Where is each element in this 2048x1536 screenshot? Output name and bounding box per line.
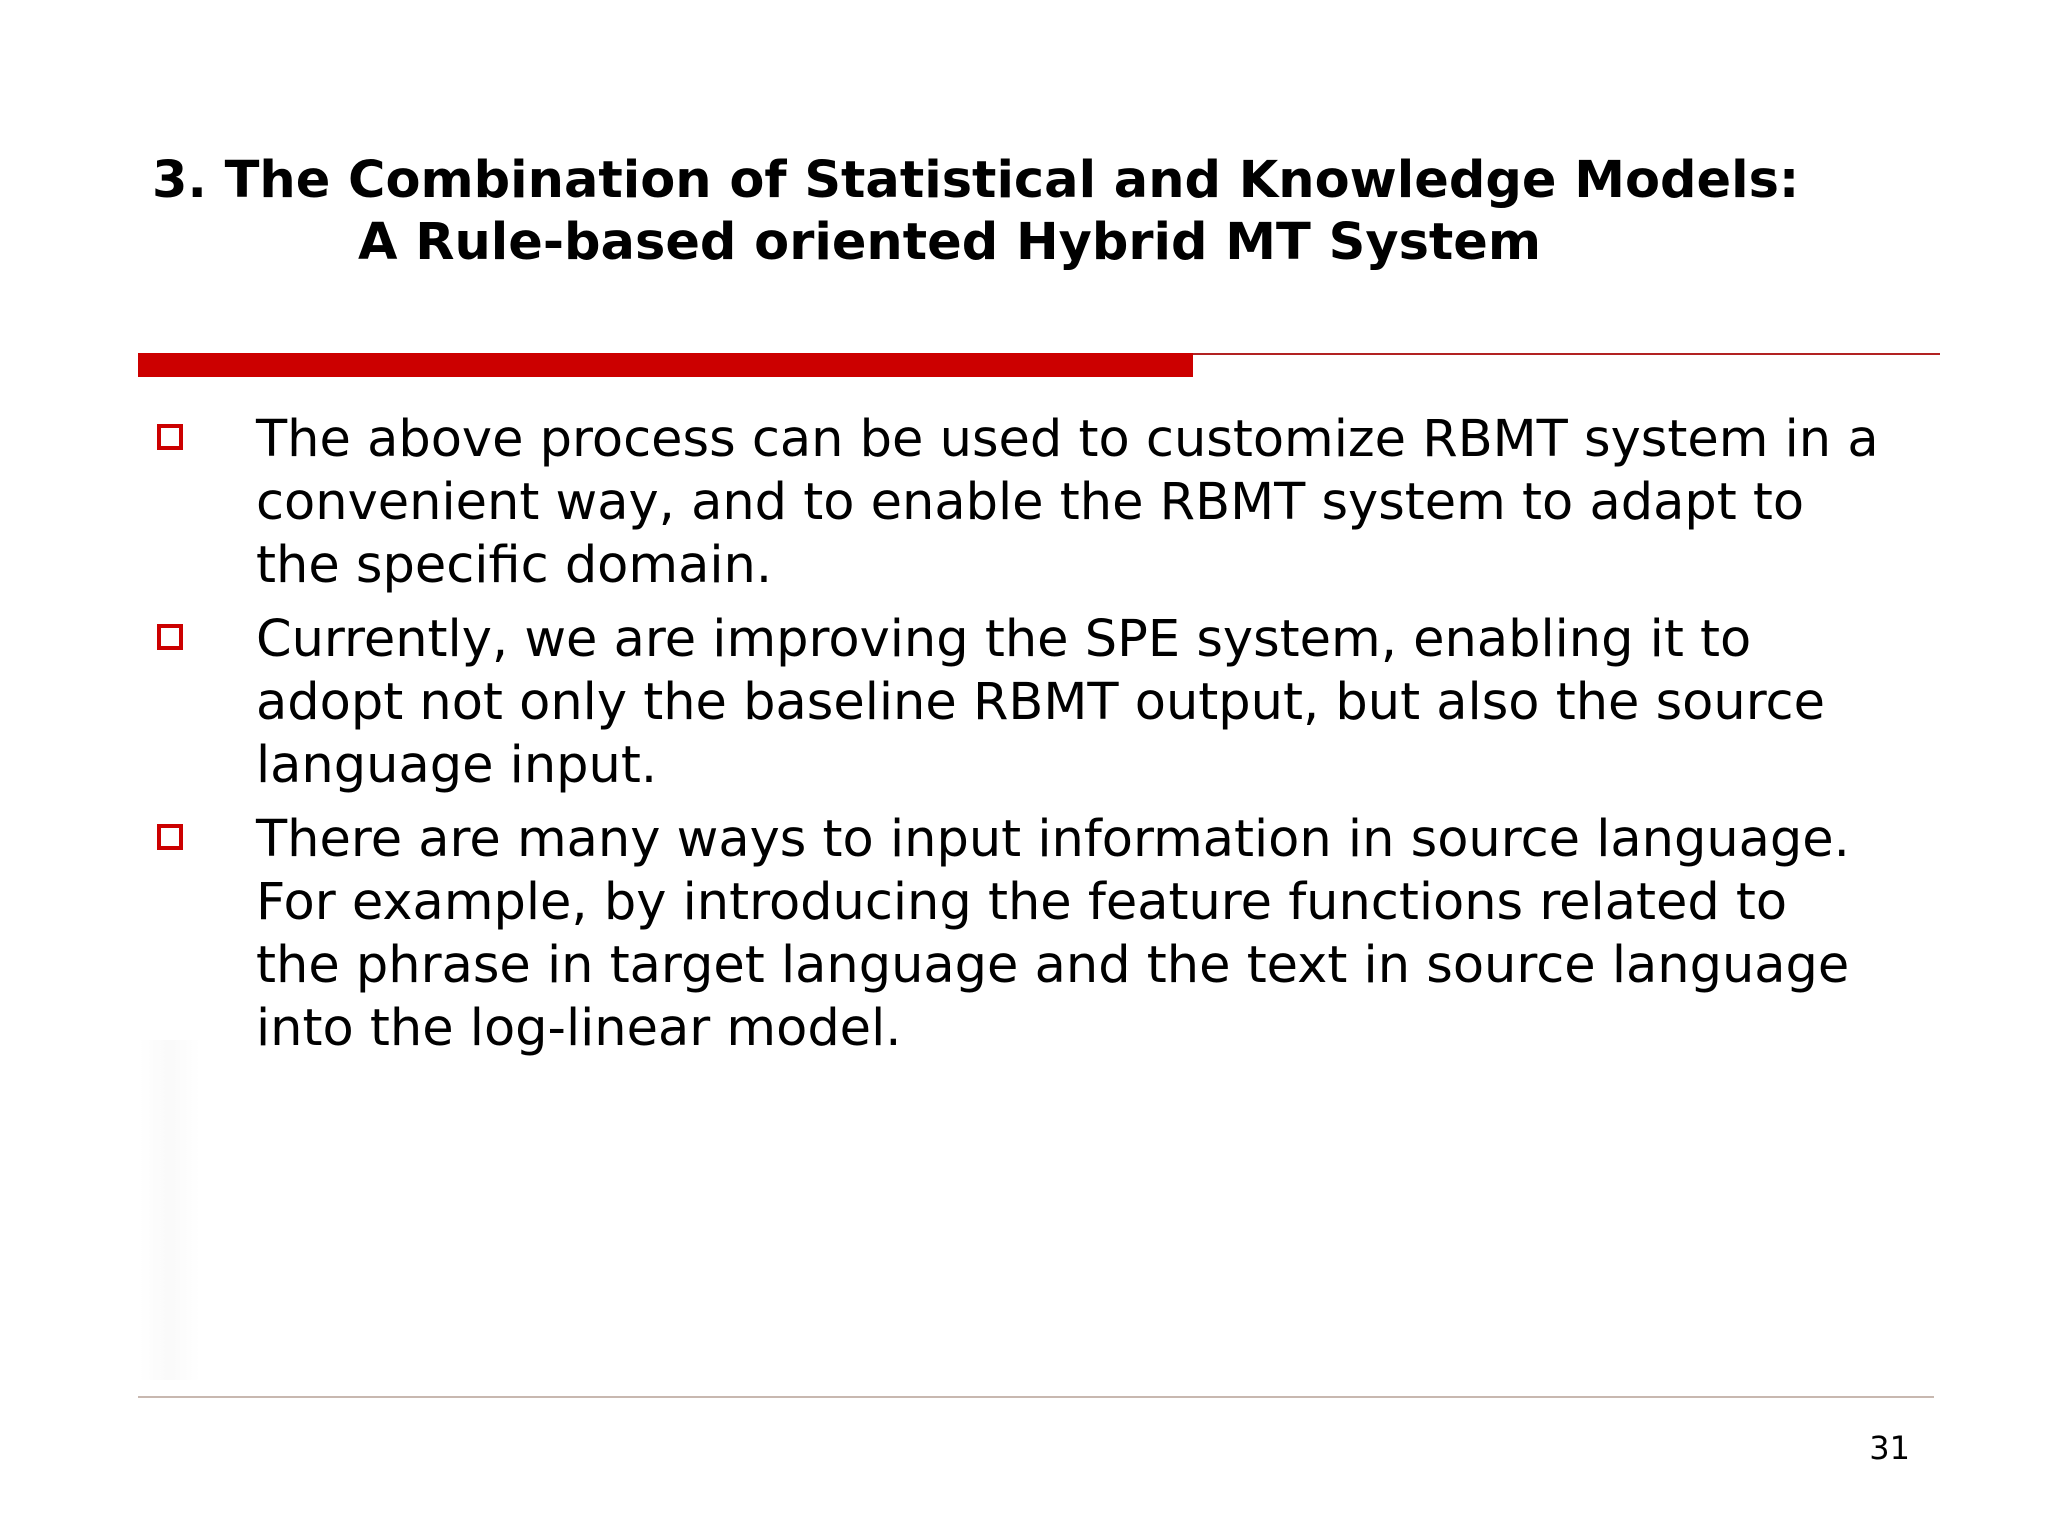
slide-title-line-2: A Rule-based oriented Hybrid MT System	[358, 213, 1542, 272]
hollow-square-icon	[157, 424, 183, 450]
footer-divider	[138, 1396, 1934, 1398]
background-shade	[140, 1040, 200, 1380]
slide-title-line-1: 3. The Combination of Statistical and Knowledge Models:	[152, 151, 1800, 210]
bullet-text	[256, 808, 1956, 1060]
bullet-item	[152, 808, 1952, 1060]
bullet-line: into the log-linear model.	[256, 999, 902, 1058]
bullet-line: language input.	[256, 736, 658, 795]
hollow-square-icon	[157, 624, 183, 650]
bullet-line: the phrase in target language and the text in source language	[256, 936, 1850, 995]
bullet-line: Currently, we are improving the SPE system, enabling it to	[256, 610, 1752, 669]
bullet-text	[256, 608, 1956, 797]
bullet-line: convenient way, and to enable the RBMT system to adapt to	[256, 473, 1805, 532]
bullet-line: adopt not only the baseline RBMT output, but also the source	[256, 673, 1825, 732]
bullet-item	[152, 408, 1952, 597]
slide-title	[152, 150, 1799, 274]
bullet-list	[152, 408, 1952, 1071]
bullet-line: the specific domain.	[256, 536, 773, 595]
bullet-line: The above process can be used to customize RBMT system in a	[256, 410, 1879, 469]
hollow-square-icon	[157, 824, 183, 850]
title-underline-thick	[138, 353, 1193, 377]
bullet-line: For example, by introducing the feature functions related to	[256, 873, 1788, 932]
bullet-line: There are many ways to input information in source language.	[256, 810, 1850, 869]
bullet-item	[152, 608, 1952, 797]
page-number: 31	[1869, 1429, 1910, 1467]
title-underline-thin	[1193, 353, 1940, 355]
bullet-text	[256, 408, 1956, 597]
